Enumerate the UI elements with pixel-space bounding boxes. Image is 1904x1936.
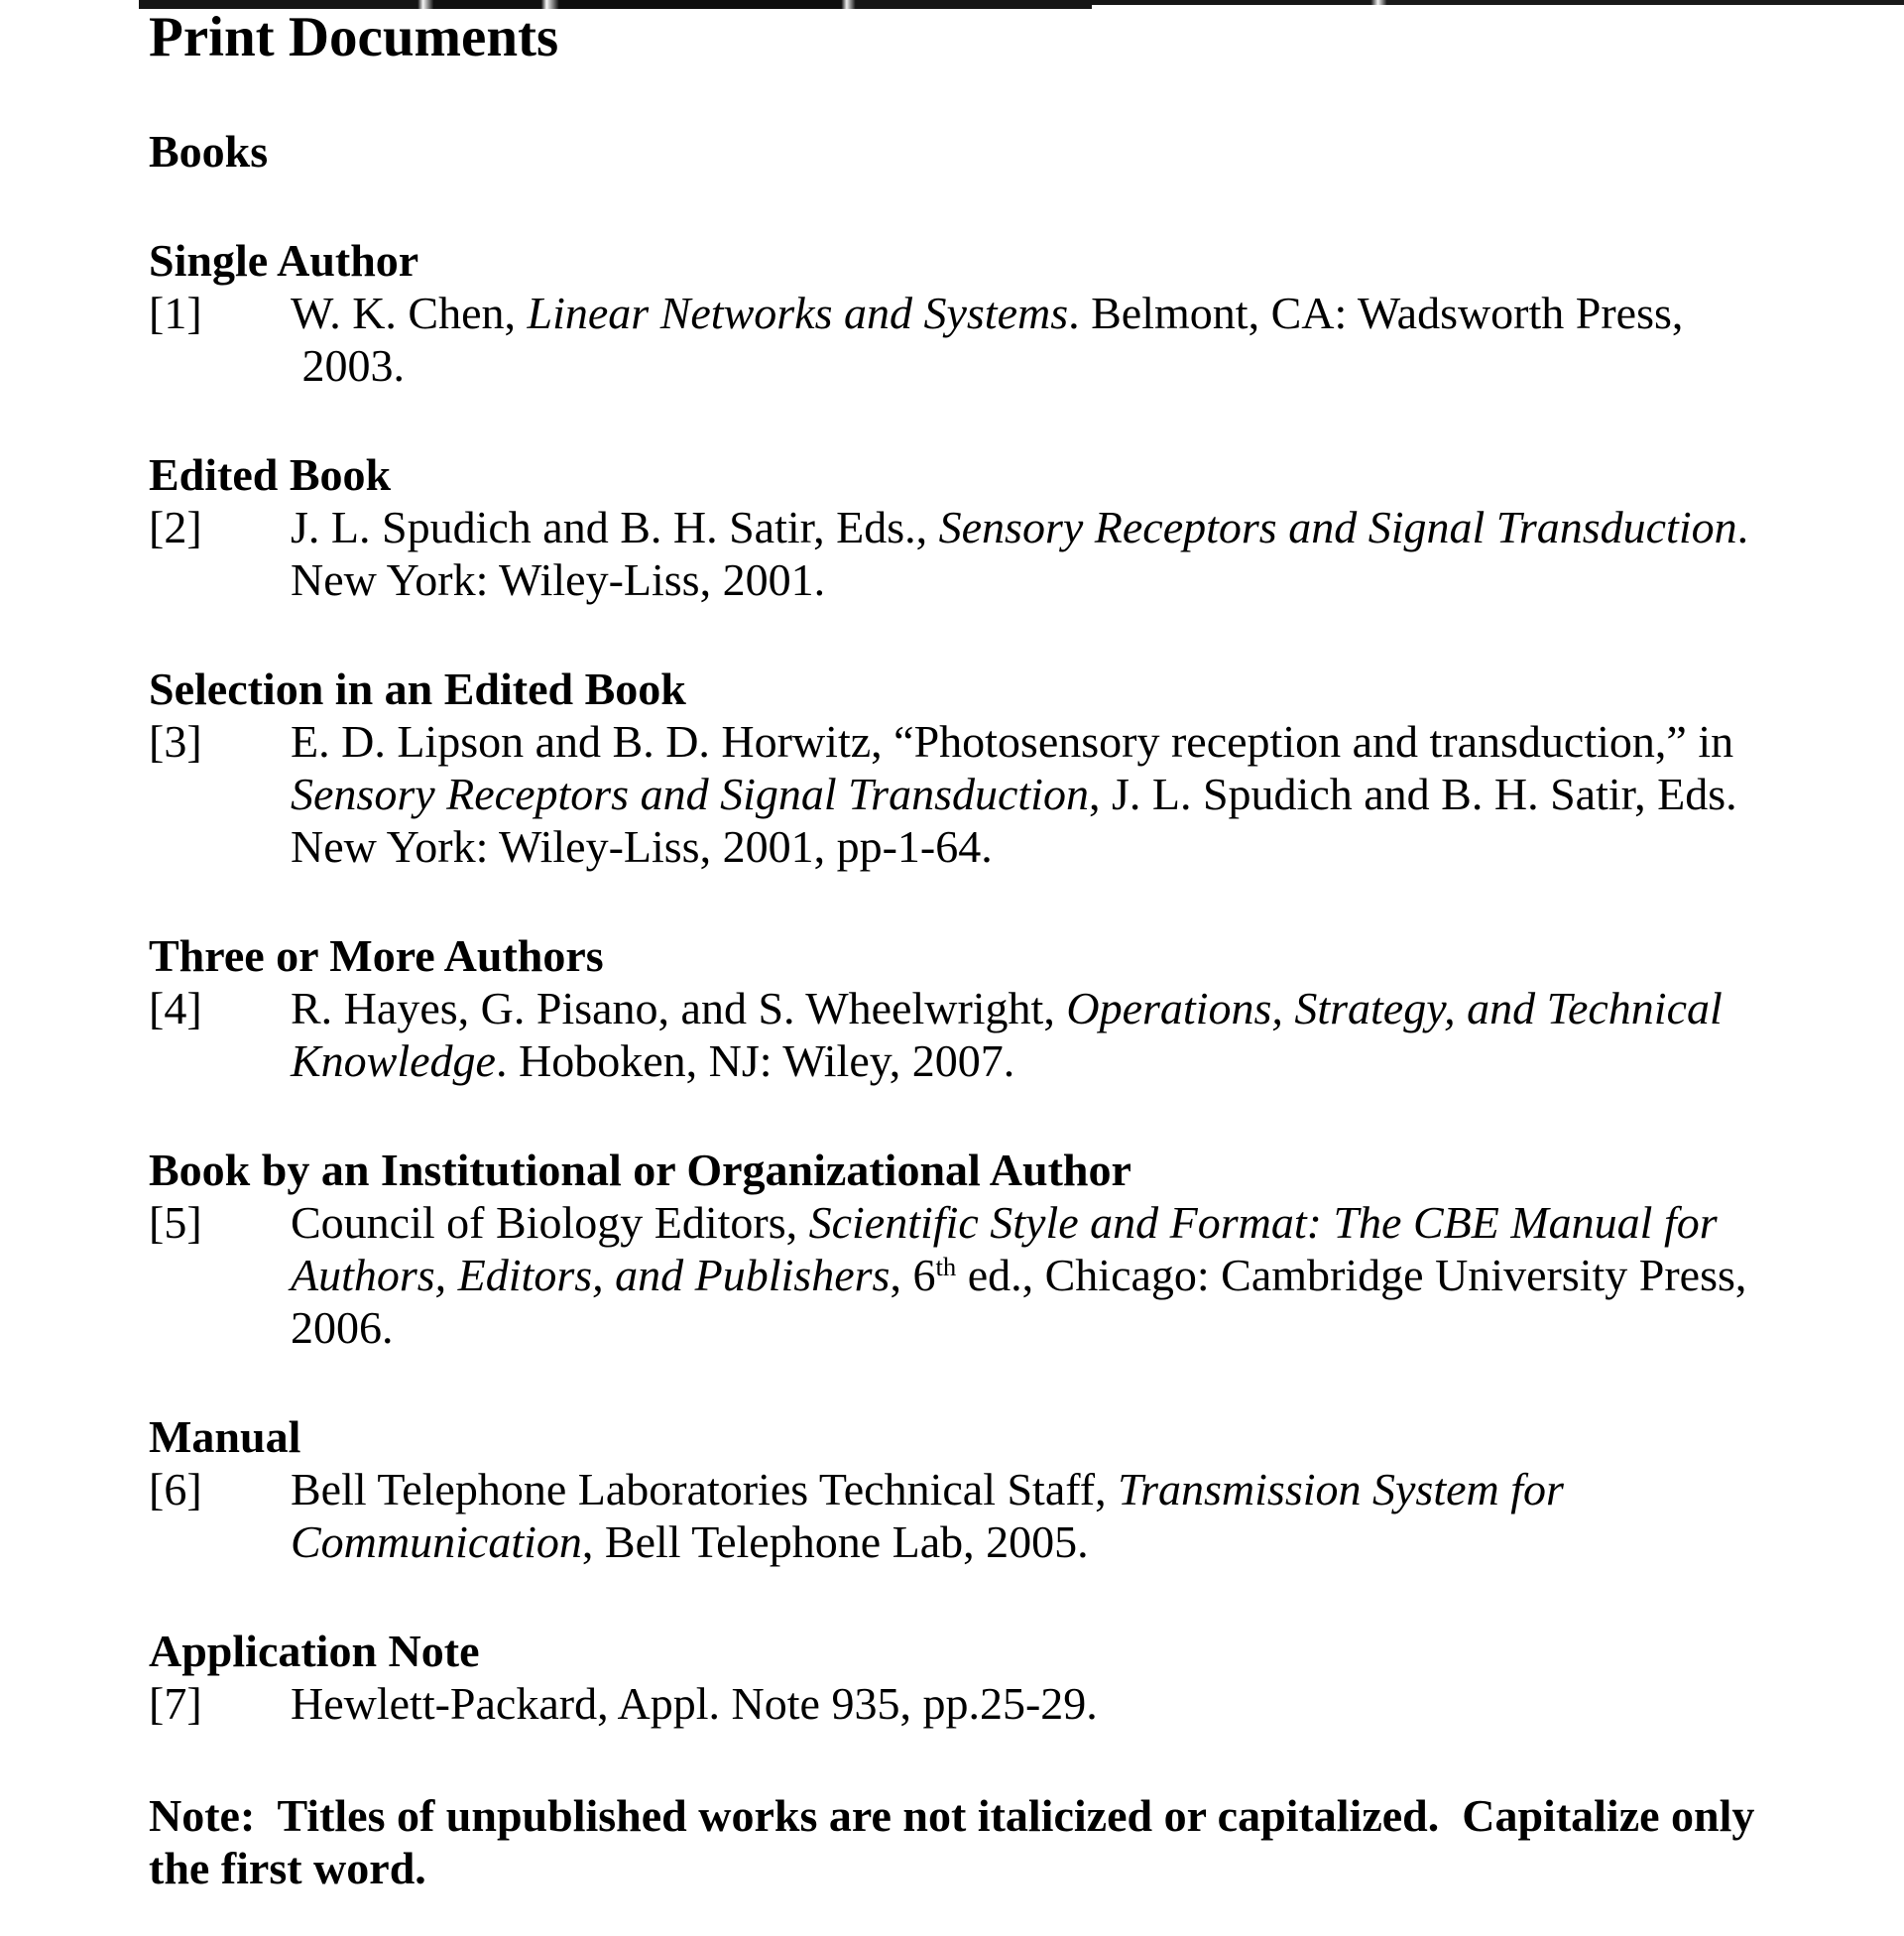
citation-number: [4]	[149, 983, 202, 1033]
citation	[149, 715, 1864, 873]
section-heading: Book by an Institutional or Organizational Author	[149, 1145, 1131, 1195]
citation-line	[291, 339, 1864, 392]
citation-segment: Sensory Receptors and Signal Transduction	[938, 502, 1737, 552]
citation	[149, 1677, 1864, 1730]
citation-segment: , J. L. Spudich and B. H. Satir, Eds.	[1088, 769, 1737, 819]
citation-segment: . Hoboken, NJ: Wiley, 2007.	[495, 1035, 1015, 1086]
citation-segment: New York: Wiley-Liss, 2001, pp-1-64.	[291, 821, 993, 872]
section	[149, 234, 1864, 392]
citation	[149, 1196, 1864, 1354]
section	[149, 663, 1864, 873]
books-heading: Books	[149, 126, 269, 177]
section	[149, 1144, 1864, 1354]
citation-segment: Bell Telephone Laboratories Technical Staff,	[291, 1464, 1119, 1514]
citation	[149, 982, 1864, 1087]
citation-segment: 2003.	[291, 340, 405, 391]
citation-segment: ed., Chicago: Cambridge University Press,	[956, 1250, 1747, 1300]
section-heading: Manual	[149, 1411, 301, 1462]
citation-segment: E. D. Lipson and B. D. Horwitz, “Photosensory reception and transduction,” in	[291, 716, 1734, 767]
section-heading: Single Author	[149, 235, 419, 286]
citation-segment: Authors, Editors, and Publishers	[291, 1250, 891, 1300]
citation-line	[291, 768, 1864, 820]
citation-number: [7]	[149, 1678, 202, 1729]
citation-line	[291, 715, 1864, 768]
document-body	[149, 0, 1864, 1894]
note-paragraph	[149, 1789, 1864, 1894]
citation-line	[291, 1301, 1864, 1354]
note-line: the first word.	[149, 1843, 426, 1893]
citation-line	[291, 1515, 1864, 1568]
section-heading: Selection in an Edited Book	[149, 664, 686, 714]
section-heading: Three or More Authors	[149, 930, 604, 981]
citation-segment: Council of Biology Editors,	[291, 1197, 809, 1248]
citation-line	[291, 553, 1864, 606]
note-line: Note: Titles of unpublished works are not italicized or capitalized. Capitalize only	[149, 1790, 1755, 1841]
citation-segment: Linear Networks and Systems	[527, 288, 1069, 338]
section	[149, 1410, 1864, 1568]
citation-segment: Operations, Strategy, and Technical	[1066, 983, 1723, 1033]
citation-segment: .	[1736, 502, 1749, 552]
citation-segment: Communication	[291, 1516, 582, 1567]
citation	[149, 1463, 1864, 1568]
citation-line	[291, 1249, 1864, 1301]
citation	[149, 287, 1864, 392]
citation-segment: Sensory Receptors and Signal Transduction	[291, 769, 1089, 819]
citation-line	[291, 1196, 1864, 1249]
citation-line	[291, 1034, 1864, 1087]
section	[149, 448, 1864, 606]
citation-line	[291, 982, 1864, 1034]
citation-segment: Scientific Style and Format: The CBE Manual for	[808, 1197, 1718, 1248]
citation-segment: R. Hayes, G. Pisano, and S. Wheelwright,	[291, 983, 1067, 1033]
citation-segment: , 6	[890, 1250, 936, 1300]
citation-number: [6]	[149, 1464, 202, 1514]
sections	[149, 234, 1864, 1730]
citation-segment: Hewlett-Packard, Appl. Note 935, pp.25-29.	[291, 1678, 1098, 1729]
citation-number: [1]	[149, 288, 202, 338]
citation-segment: Knowledge	[291, 1035, 496, 1086]
citation-number: [5]	[149, 1197, 202, 1248]
citation-segment: Transmission System for	[1118, 1464, 1564, 1514]
citation-segment: 2006.	[291, 1302, 394, 1353]
citation	[149, 501, 1864, 606]
citation-segment: th	[935, 1252, 957, 1282]
section-heading: Application Note	[149, 1626, 480, 1676]
citation-line	[291, 501, 1864, 553]
citation-line	[291, 1463, 1864, 1515]
section	[149, 929, 1864, 1087]
section-heading: Edited Book	[149, 449, 392, 500]
citation-segment: J. L. Spudich and B. H. Satir, Eds.,	[291, 502, 939, 552]
citation-number: [3]	[149, 716, 202, 767]
page-title: Print Documents	[149, 6, 559, 68]
citation-number: [2]	[149, 502, 202, 552]
citation-line	[291, 287, 1864, 339]
citation-segment: , Bell Telephone Lab, 2005.	[581, 1516, 1089, 1567]
citation-segment: New York: Wiley-Liss, 2001.	[291, 554, 826, 605]
citation-segment: W. K. Chen,	[291, 288, 528, 338]
section	[149, 1625, 1864, 1730]
citation-segment: . Belmont, CA: Wadsworth Press,	[1068, 288, 1684, 338]
citation-line	[291, 1677, 1864, 1730]
citation-line	[291, 820, 1864, 873]
